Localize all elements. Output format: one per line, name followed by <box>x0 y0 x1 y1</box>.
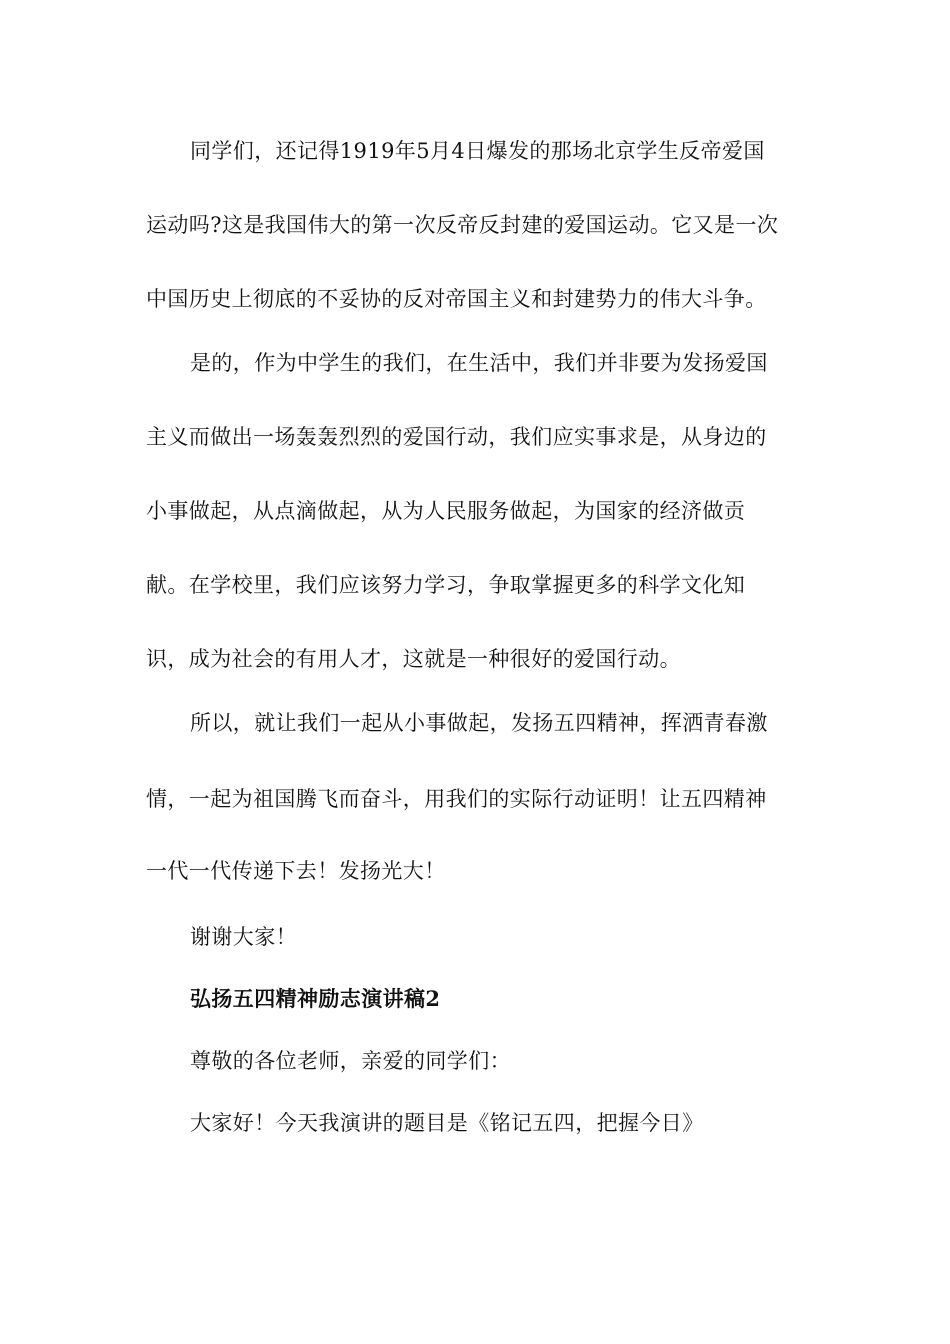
paragraph-line: 中国历史上彻底的不妥协的反对帝国主义和封建势力的伟大斗争。 <box>146 287 767 311</box>
paragraph-line: 小事做起，从点滴做起，从为人民服务做起，为国家的经济做贡 <box>146 499 746 523</box>
section-title: 弘扬五四精神励志演讲稿2 <box>190 986 441 1011</box>
paragraph-line: 主义而做出一场轰轰烈烈的爱国行动，我们应实事求是，从身边的 <box>146 425 767 449</box>
opening-line: 大家好！今天我演讲的题目是《铭记五四，把握今日》 <box>190 1111 704 1135</box>
paragraph-line: 献。在学校里，我们应该努力学习，争取掌握更多的科学文化知 <box>146 573 746 597</box>
paragraph-line: 情，一起为祖国腾飞而奋斗，用我们的实际行动证明！让五四精神 <box>146 787 767 811</box>
salutation-line: 尊敬的各位老师，亲爱的同学们： <box>190 1049 511 1073</box>
paragraph-line: 运动吗?这是我国伟大的第一次反帝反封建的爱国运动。它又是一次 <box>146 213 779 237</box>
paragraph-line: 所以，就让我们一起从小事做起，发扬五四精神，挥洒青春激 <box>190 711 768 735</box>
paragraph-line: 是的，作为中学生的我们，在生活中，我们并非要为发扬爱国 <box>190 351 768 375</box>
thanks-line: 谢谢大家！ <box>190 925 297 949</box>
paragraph-line: 一代一代传递下去！发扬光大！ <box>146 859 446 883</box>
paragraph-line: 识，成为社会的有用人才，这就是一种很好的爱国行动。 <box>146 647 681 671</box>
paragraph-line: 同学们，还记得1919年5月4日爆发的那场北京学生反帝爱国 <box>190 139 765 163</box>
